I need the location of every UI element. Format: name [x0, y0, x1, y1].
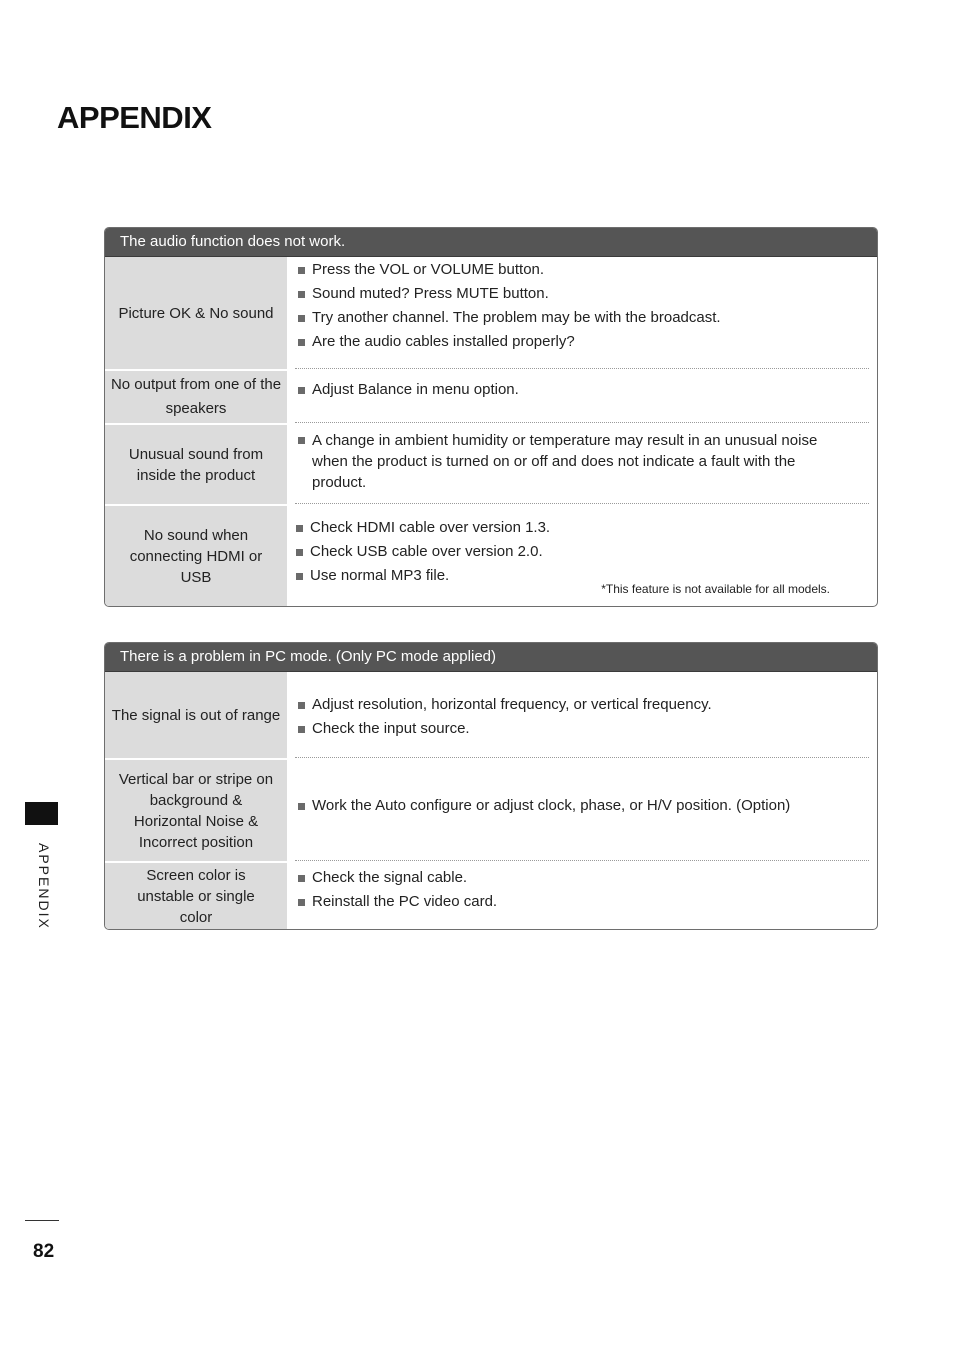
list-item: Use normal MP3 file.	[296, 564, 837, 588]
page-title: APPENDIX	[57, 100, 212, 135]
bullet-square-icon	[296, 525, 303, 532]
bullet-square-icon	[298, 875, 305, 882]
bullet-square-icon	[298, 726, 305, 733]
bullet-square-icon	[298, 437, 305, 444]
availability-note: *This feature is not available for all models.	[601, 582, 830, 596]
table-row	[105, 371, 877, 423]
table-row	[105, 863, 877, 929]
bullet-square-icon	[298, 803, 305, 810]
list-item: Sound muted? Press MUTE button.	[298, 282, 837, 306]
table-row	[105, 425, 877, 504]
bullet-square-icon	[296, 549, 303, 556]
list-item: Check the signal cable.	[298, 866, 837, 890]
bullet-square-icon	[298, 702, 305, 709]
section-heading: The audio function does not work.	[105, 228, 877, 257]
row-label: No sound when connecting HDMI or USB	[105, 506, 287, 606]
row-label: Unusual sound from inside the product	[105, 425, 287, 504]
bullet-square-icon	[296, 573, 303, 580]
table-row	[105, 760, 877, 861]
pc-mode-troubleshooting-table	[104, 642, 878, 930]
row-solutions	[287, 371, 877, 423]
row-solutions	[287, 506, 877, 606]
row-divider	[295, 368, 869, 369]
row-divider	[295, 757, 869, 758]
table-row	[105, 672, 877, 758]
list-item: Adjust resolution, horizontal frequency, or vertical frequency.	[298, 693, 837, 717]
side-section-label: APPENDIX	[36, 843, 52, 930]
row-solutions	[287, 425, 877, 504]
bullet-square-icon	[298, 387, 305, 394]
list-item: Are the audio cables installed properly?	[298, 330, 837, 354]
list-item: Check the input source.	[298, 717, 837, 741]
row-label: No output from one of the speakers	[105, 371, 287, 423]
list-item: Try another channel. The problem may be with the broadcast.	[298, 306, 837, 330]
footer-rule	[25, 1220, 59, 1221]
row-divider	[295, 422, 869, 423]
bullet-square-icon	[298, 899, 305, 906]
row-label: Vertical bar or stripe on background & Horizontal Noise & Incorrect position	[105, 760, 287, 861]
list-item: Check HDMI cable over version 1.3.	[296, 516, 837, 540]
list-item: Reinstall the PC video card.	[298, 890, 837, 914]
audio-troubleshooting-table	[104, 227, 878, 607]
list-item: Press the VOL or VOLUME button.	[298, 258, 837, 282]
list-item: Adjust Balance in menu option.	[298, 378, 837, 402]
row-solutions	[287, 672, 877, 758]
row-divider	[295, 503, 869, 504]
row-label: The signal is out of range	[105, 672, 287, 758]
bullet-square-icon	[298, 315, 305, 322]
section-heading: There is a problem in PC mode. (Only PC mode applied)	[105, 643, 877, 672]
table-row	[105, 257, 877, 369]
row-label: Screen color is unstable or single color	[105, 863, 287, 929]
list-item: A change in ambient humidity or temperature may result in an unusual noise when the product is turned on or off and does not indicate a fault with the product.	[298, 430, 835, 493]
bullet-square-icon	[298, 267, 305, 274]
row-solutions	[287, 760, 877, 861]
row-solutions	[287, 863, 877, 929]
row-solutions	[287, 257, 877, 369]
section-tab-marker	[25, 802, 58, 825]
table-row	[105, 506, 877, 606]
list-item: Work the Auto configure or adjust clock, phase, or H/V position. (Option)	[298, 794, 867, 818]
bullet-square-icon	[298, 291, 305, 298]
page-number: 82	[33, 1241, 55, 1262]
row-label: Picture OK & No sound	[105, 257, 287, 369]
row-divider	[295, 860, 869, 861]
list-item: Check USB cable over version 2.0.	[296, 540, 837, 564]
bullet-square-icon	[298, 339, 305, 346]
